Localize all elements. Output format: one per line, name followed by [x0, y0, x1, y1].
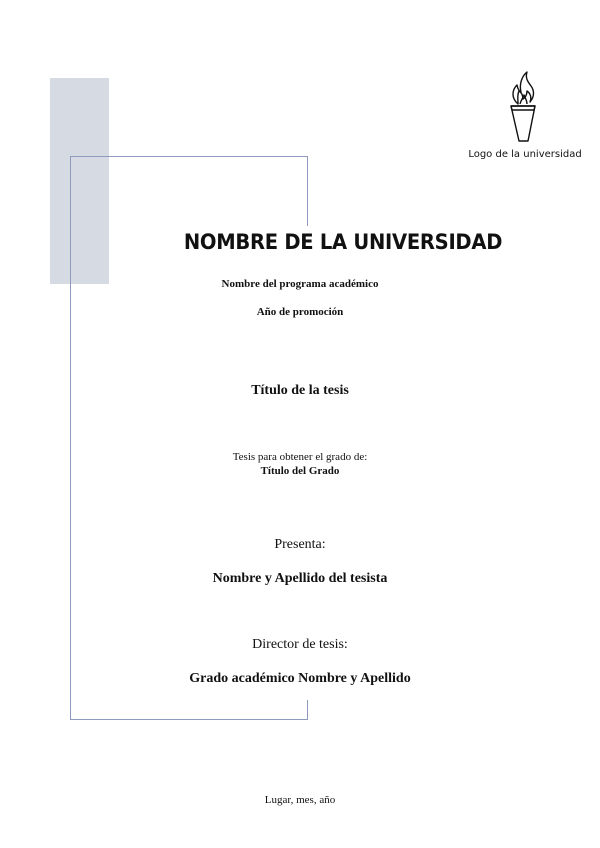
frame-top-line: [70, 156, 308, 157]
program-name: Nombre del programa académico: [221, 278, 379, 290]
director-name: Grado académico Nombre y Apellido: [189, 671, 411, 686]
university-logo: [505, 68, 541, 144]
logo-label: Logo de la universidad: [468, 149, 582, 160]
student-name: Nombre y Apellido del tesista: [212, 571, 388, 586]
thesis-title: Título de la tesis: [251, 383, 349, 398]
presents-label: Presenta:: [274, 537, 326, 552]
director-label: Director de tesis:: [252, 637, 348, 652]
university-name: NOMBRE DE LA UNIVERSIDAD: [183, 230, 503, 254]
promotion-year: Año de promoción: [256, 306, 344, 318]
frame-right-top-line: [307, 156, 308, 226]
place-date: Lugar, mes, año: [264, 794, 336, 806]
frame-right-bottom-line: [307, 700, 308, 720]
torch-icon: [505, 68, 541, 144]
frame-left-line: [70, 156, 71, 720]
degree-intro: Tesis para obtener el grado de:: [232, 451, 368, 463]
decorative-gray-block: [50, 78, 109, 284]
frame-bottom-line: [70, 719, 308, 720]
degree-title: Título del Grado: [260, 465, 340, 477]
